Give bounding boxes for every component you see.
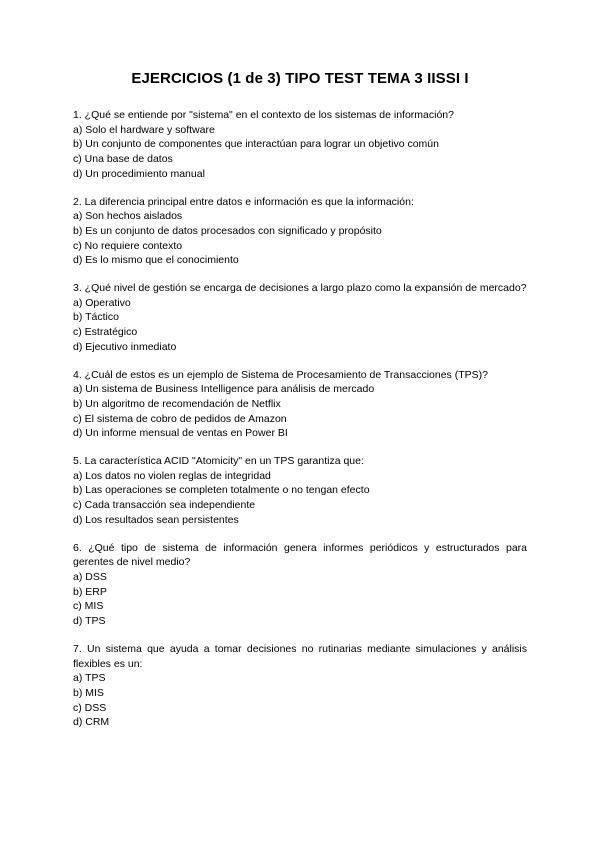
question-stem: 3. ¿Qué nivel de gestión se encarga de decisiones a largo plazo como la expansión de mercado? xyxy=(73,282,527,295)
option-a: a) Operativo xyxy=(73,296,131,309)
option-list xyxy=(73,570,527,629)
question-5 xyxy=(73,454,527,528)
option-b: b) ERP xyxy=(73,585,107,598)
option-b: b) Un conjunto de componentes que interactúan para lograr un objetivo común xyxy=(73,138,439,151)
option-c: c) MIS xyxy=(73,600,104,613)
question-3 xyxy=(73,281,527,355)
option-a: a) DSS xyxy=(73,570,107,583)
option-a: a) Un sistema de Business Intelligence para análisis de mercado xyxy=(73,383,375,396)
option-d: d) Los resultados sean persistentes xyxy=(73,513,239,526)
option-d: d) Un procedimiento manual xyxy=(73,167,205,180)
option-b: b) Las operaciones se completen totalmente o no tengan efecto xyxy=(73,484,370,497)
option-a: a) Solo el hardware y software xyxy=(73,123,215,136)
option-c: c) Una base de datos xyxy=(73,153,173,166)
question-7 xyxy=(73,642,527,730)
option-a: a) Los datos no violen reglas de integridad xyxy=(73,469,271,482)
option-c: c) DSS xyxy=(73,701,107,714)
option-c: c) No requiere contexto xyxy=(73,239,183,252)
option-d: d) Ejecutivo inmediato xyxy=(73,340,177,353)
option-d: d) Un informe mensual de ventas en Power BI xyxy=(73,427,288,440)
question-stem: 4. ¿Cuál de estos es un ejemplo de Sistema de Procesamiento de Transacciones (TPS)? xyxy=(73,368,488,381)
question-4 xyxy=(73,368,527,442)
option-list xyxy=(73,469,527,528)
option-c: c) Estratégico xyxy=(73,326,138,339)
option-list xyxy=(73,671,527,730)
question-stem: 6. ¿Qué tipo de sistema de información genera informes periódicos y estructurados para gerentes de nivel medio? xyxy=(73,541,527,569)
question-1 xyxy=(73,108,527,182)
option-c: c) Cada transacción sea independiente xyxy=(73,499,256,512)
option-b: b) Es un conjunto de datos procesados con significado y propósito xyxy=(73,224,382,237)
question-stem: 1. ¿Qué se entiende por "sistema" en el contexto de los sistemas de información? xyxy=(73,109,454,121)
option-c: c) El sistema de cobro de pedidos de Amazon xyxy=(73,412,287,425)
option-b: b) Un algoritmo de recomendación de Netflix xyxy=(73,397,281,410)
option-a: a) Son hechos aislados xyxy=(73,210,183,223)
question-stem: 2. La diferencia principal entre datos e información es que la información: xyxy=(73,195,414,208)
option-d: d) TPS xyxy=(73,615,106,628)
page-title: EJERCICIOS (1 de 3) TIPO TEST TEMA 3 IISSI I xyxy=(131,70,469,87)
option-d: d) CRM xyxy=(73,716,110,729)
option-b: b) Táctico xyxy=(73,311,119,324)
option-d: d) Es lo mismo que el conocimiento xyxy=(73,254,239,267)
option-list xyxy=(73,123,527,182)
option-a: a) TPS xyxy=(73,672,106,685)
question-stem: 7. Un sistema que ayuda a tomar decisiones no rutinarias mediante simulaciones y análisis flexibles es un: xyxy=(73,642,527,670)
question-6 xyxy=(73,541,527,629)
question-2 xyxy=(73,195,527,269)
question-stem: 5. La característica ACID "Atomicity" en un TPS garantiza que: xyxy=(73,455,364,468)
option-list xyxy=(73,209,527,268)
option-list xyxy=(73,382,527,441)
option-b: b) MIS xyxy=(73,686,104,699)
option-list xyxy=(73,296,527,355)
